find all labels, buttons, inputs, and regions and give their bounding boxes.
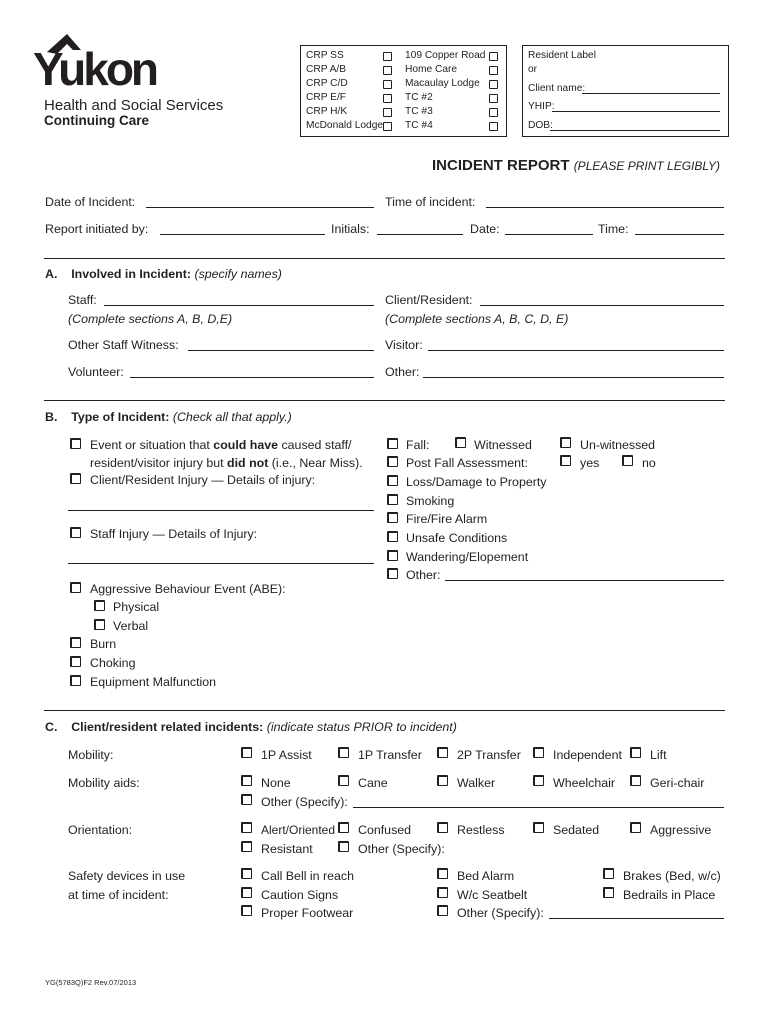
aids-other-field[interactable] [353, 807, 724, 808]
title-text: INCIDENT REPORT [432, 157, 570, 174]
location-checkbox[interactable] [489, 94, 498, 103]
location-item: Macaulay Lodge [405, 78, 480, 89]
no-label: no [642, 456, 656, 470]
text-run: resident/visitor injury but [90, 456, 228, 470]
choking-label: Choking [90, 656, 136, 670]
aids-option-label: Walker [457, 776, 496, 790]
unwitnessed-checkbox[interactable] [560, 437, 571, 448]
orientation-option-label: Aggressive [650, 823, 712, 837]
verbal-label: Verbal [113, 619, 149, 633]
location-checkbox[interactable] [489, 108, 498, 117]
post-fall-label: Post Fall Assessment: [406, 456, 528, 470]
text-run: did not [227, 456, 269, 470]
bed-alarm-checkbox[interactable] [437, 868, 448, 879]
client-resident-note: (Complete sections A, B, C, D, E) [385, 312, 569, 326]
dob-field[interactable] [550, 130, 720, 131]
location-item: 109 Copper Road [405, 50, 486, 61]
text-run: could have [213, 438, 279, 452]
loss-label: Loss/Damage to Property [406, 475, 547, 489]
mobility-option-label: Independent [553, 748, 622, 762]
aids-other-label: Other (Specify): [261, 795, 348, 809]
aids-option-label: Cane [358, 776, 388, 790]
yes-checkbox[interactable] [560, 455, 571, 466]
date-of-incident-field[interactable] [146, 207, 374, 208]
other-type-label: Other: [406, 568, 441, 582]
call-bell-label: Call Bell in reach [261, 869, 354, 883]
footwear-checkbox[interactable] [241, 905, 252, 916]
staff-field[interactable] [104, 305, 374, 306]
date-field[interactable] [505, 234, 593, 235]
caution-checkbox[interactable] [241, 887, 252, 898]
client-injury-details-line[interactable] [68, 510, 374, 511]
burn-checkbox[interactable] [70, 637, 81, 648]
logo-wordmark: Yukon [33, 43, 157, 95]
dob-label: DOB: [528, 120, 553, 131]
location-item: McDonald Lodge [306, 120, 384, 131]
orientation-option-label: Confused [358, 823, 412, 837]
location-item: CRP SS [306, 50, 344, 61]
smoking-label: Smoking [406, 494, 455, 508]
location-checkbox[interactable] [383, 80, 392, 89]
orientation-option-checkbox[interactable] [630, 822, 641, 833]
location-checkbox[interactable] [489, 66, 498, 75]
mobility-option-checkbox[interactable] [437, 747, 448, 758]
page-title [432, 157, 720, 174]
staff-injury-checkbox[interactable] [70, 527, 81, 538]
section-title: Type of Incident: [71, 410, 170, 424]
volunteer-label: Volunteer: [68, 365, 124, 379]
witnessed-checkbox[interactable] [455, 437, 466, 448]
section-note: (Check all that apply.) [172, 410, 292, 424]
client-resident-label: Client/Resident: [385, 293, 473, 307]
other-type-checkbox[interactable] [387, 568, 398, 579]
resident-label-title: Resident Label [528, 50, 596, 61]
physical-label: Physical [113, 600, 160, 614]
physical-checkbox[interactable] [94, 600, 105, 611]
text-run: (i.e., Near Miss). [268, 456, 363, 470]
yhip-field[interactable] [552, 111, 720, 112]
unwitnessed-label: Un-witnessed [580, 438, 656, 452]
call-bell-checkbox[interactable] [241, 868, 252, 879]
location-checkbox[interactable] [383, 94, 392, 103]
title-note: (PLEASE PRINT LEGIBLY) [573, 159, 720, 173]
unsafe-label: Unsafe Conditions [406, 531, 508, 545]
footwear-label: Proper Footwear [261, 906, 354, 920]
aids-option-checkbox[interactable] [241, 775, 252, 786]
section-letter: A. [45, 267, 58, 281]
safety-label-line1: Safety devices in use [68, 869, 186, 883]
bedrails-checkbox[interactable] [603, 887, 614, 898]
abe-label: Aggressive Behaviour Event (ABE): [90, 582, 286, 596]
other-staff-label: Other Staff Witness: [68, 338, 179, 352]
mobility-option-checkbox[interactable] [630, 747, 641, 758]
section-note: (specify names) [194, 267, 282, 281]
text-run: caused staff/ [278, 438, 352, 452]
aids-option-checkbox[interactable] [533, 775, 544, 786]
mobility-option-checkbox[interactable] [338, 747, 349, 758]
volunteer-field[interactable] [130, 377, 374, 378]
abe-checkbox[interactable] [70, 582, 81, 593]
resident-label-or: or [528, 64, 538, 75]
initials-label: Initials: [331, 222, 370, 236]
mobility-label: Mobility: [68, 748, 114, 762]
near-miss-label-line1 [90, 438, 352, 452]
location-checkbox[interactable] [383, 52, 392, 61]
near-miss-label-line2 [90, 456, 363, 470]
aids-option-checkbox[interactable] [437, 775, 448, 786]
location-checkbox[interactable] [383, 122, 392, 131]
unsafe-checkbox[interactable] [387, 531, 398, 542]
mobility-option-checkbox[interactable] [241, 747, 252, 758]
orientation-other-label: Other (Specify): [358, 842, 445, 856]
location-item: Home Care [405, 64, 458, 75]
seatbelt-checkbox[interactable] [437, 887, 448, 898]
section-title: Client/resident related incidents: [71, 720, 264, 734]
choking-checkbox[interactable] [70, 656, 81, 667]
divider [44, 710, 725, 711]
witnessed-label: Witnessed [474, 438, 532, 452]
department-name: Health and Social Services [44, 97, 224, 114]
orientation-option-label: Restless [457, 823, 505, 837]
report-initiated-field[interactable] [160, 234, 325, 235]
mobility-option-label: 1P Transfer [358, 748, 422, 762]
initials-field[interactable] [377, 234, 463, 235]
orientation-option-checkbox[interactable] [241, 822, 252, 833]
mobility-option-label: 1P Assist [261, 748, 312, 762]
location-item: CRP C/D [306, 78, 348, 89]
location-checkbox[interactable] [489, 52, 498, 61]
other-staff-field[interactable] [188, 350, 374, 351]
location-checkbox[interactable] [383, 66, 392, 75]
location-checkbox[interactable] [383, 108, 392, 117]
section-title: Involved in Incident: [71, 267, 191, 281]
aids-option-checkbox[interactable] [630, 775, 641, 786]
client-injury-label: Client/Resident Injury — Details of injury: [90, 473, 316, 487]
other-label: Other: [385, 365, 420, 379]
safety-label-line2: at time of incident: [68, 888, 169, 902]
brakes-label: Brakes (Bed, w/c) [623, 869, 721, 883]
staff-label: Staff: [68, 293, 97, 307]
division-name: Continuing Care [44, 113, 149, 128]
equipment-label: Equipment Malfunction [90, 675, 217, 689]
orientation-option-label: Alert/Oriented [261, 823, 336, 837]
divider [44, 400, 725, 401]
mobility-option-label: 2P Transfer [457, 748, 521, 762]
brakes-checkbox[interactable] [603, 868, 614, 879]
section-b-heading [45, 410, 292, 424]
time-label: Time: [598, 222, 629, 236]
location-item: CRP H/K [306, 106, 348, 117]
safety-other-checkbox[interactable] [437, 905, 448, 916]
mobility-option-checkbox[interactable] [533, 747, 544, 758]
text-run: Event or situation that [90, 438, 214, 452]
location-item: TC #4 [405, 120, 433, 131]
section-a-heading [45, 267, 282, 281]
resistant-label: Resistant [261, 842, 313, 856]
orientation-option-checkbox[interactable] [533, 822, 544, 833]
fire-label: Fire/Fire Alarm [406, 512, 488, 526]
section-c-heading [45, 720, 457, 734]
caution-label: Caution Signs [261, 888, 339, 902]
time-of-incident-label: Time of incident: [385, 195, 476, 209]
date-of-incident-label: Date of Incident: [45, 195, 136, 209]
fall-label: Fall: [406, 438, 430, 452]
bed-alarm-label: Bed Alarm [457, 869, 515, 883]
loss-checkbox[interactable] [387, 475, 398, 486]
staff-note: (Complete sections A, B, D,E) [68, 312, 233, 326]
yes-label: yes [580, 456, 600, 470]
visitor-field[interactable] [428, 350, 724, 351]
verbal-checkbox[interactable] [94, 619, 105, 630]
section-letter: B. [45, 410, 58, 424]
yhip-label: YHIP: [528, 101, 555, 112]
location-item: CRP A/B [306, 64, 347, 75]
equipment-checkbox[interactable] [70, 675, 81, 686]
aids-option-label: Wheelchair [553, 776, 615, 790]
orientation-option-checkbox[interactable] [338, 822, 349, 833]
section-letter: C. [45, 720, 58, 734]
aids-option-checkbox[interactable] [338, 775, 349, 786]
wandering-checkbox[interactable] [387, 550, 398, 561]
other-type-field[interactable] [445, 580, 724, 581]
fire-checkbox[interactable] [387, 512, 398, 523]
location-checkbox[interactable] [489, 122, 498, 131]
burn-label: Burn [90, 637, 117, 651]
date-label: Date: [470, 222, 500, 236]
client-name-field[interactable] [582, 93, 720, 94]
mobility-option-label: Lift [650, 748, 667, 762]
client-resident-field[interactable] [480, 305, 724, 306]
other-field[interactable] [423, 377, 724, 378]
no-checkbox[interactable] [622, 455, 633, 466]
safety-other-label: Other (Specify): [457, 906, 544, 920]
aids-option-label: Geri-chair [650, 776, 705, 790]
visitor-label: Visitor: [385, 338, 423, 352]
staff-injury-details-line[interactable] [68, 563, 374, 564]
orientation-label: Orientation: [68, 823, 133, 837]
client-name-label: Client name: [528, 83, 586, 94]
section-note: (indicate status PRIOR to incident) [266, 720, 457, 734]
aids-label: Mobility aids: [68, 776, 140, 790]
wandering-label: Wandering/Elopement [406, 550, 529, 564]
bedrails-label: Bedrails in Place [623, 888, 716, 902]
aids-option-label: None [261, 776, 291, 790]
report-initiated-label: Report initiated by: [45, 222, 149, 236]
post-fall-checkbox[interactable] [387, 456, 398, 467]
divider [44, 258, 725, 259]
seatbelt-label: W/c Seatbelt [457, 888, 528, 902]
location-item: TC #3 [405, 106, 433, 117]
location-item: TC #2 [405, 92, 433, 103]
form-number: YG(5783Q)F2 Rev.07/2013 [45, 978, 137, 987]
orientation-option-checkbox[interactable] [437, 822, 448, 833]
fall-checkbox[interactable] [387, 438, 398, 449]
orientation-option-label: Sedated [553, 823, 600, 837]
time-of-incident-field[interactable] [486, 207, 724, 208]
staff-injury-label: Staff Injury — Details of Injury: [90, 527, 258, 541]
client-injury-checkbox[interactable] [70, 473, 81, 484]
time-field[interactable] [635, 234, 724, 235]
location-item: CRP E/F [306, 92, 347, 103]
safety-other-field[interactable] [549, 918, 724, 919]
orientation-other-checkbox[interactable] [338, 841, 349, 852]
smoking-checkbox[interactable] [387, 494, 398, 505]
location-checkbox[interactable] [489, 80, 498, 89]
near-miss-checkbox[interactable] [70, 438, 81, 449]
resistant-checkbox[interactable] [241, 841, 252, 852]
aids-other-checkbox[interactable] [241, 794, 252, 805]
